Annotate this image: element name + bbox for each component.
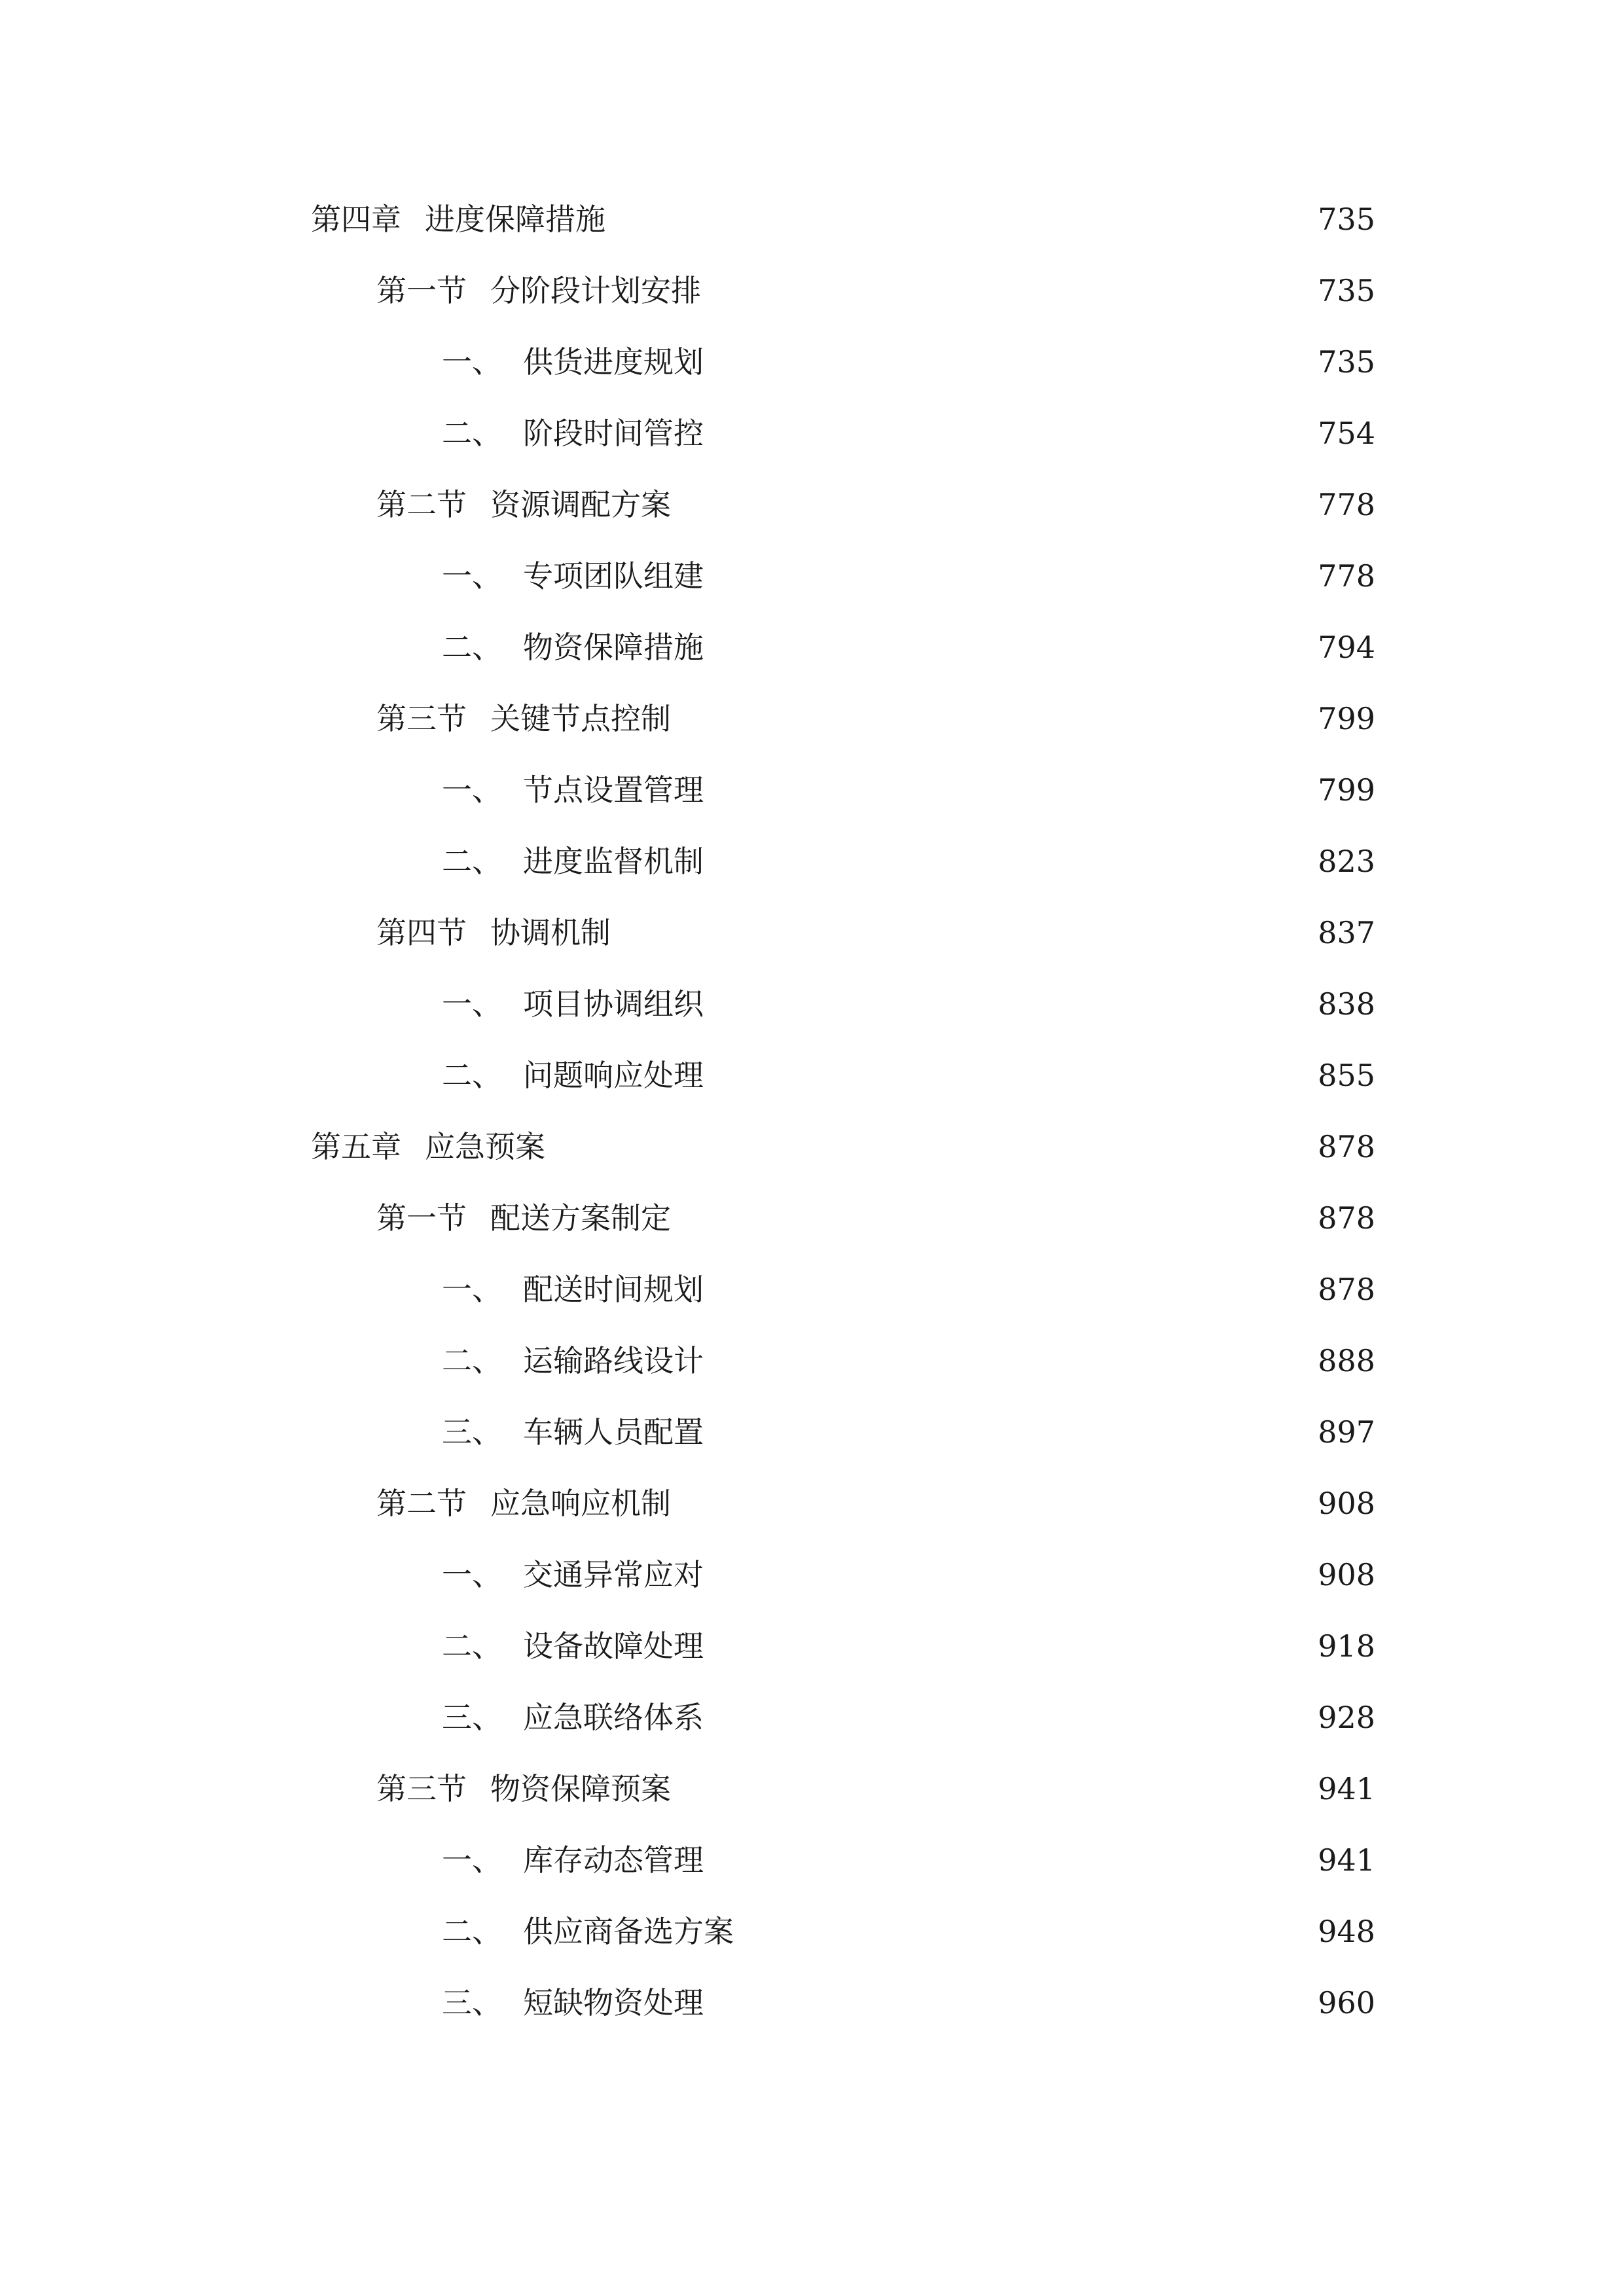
toc-entry-page: 908 [1318,1557,1375,1592]
dot-leader [710,1263,1305,1316]
toc-entry-subsection[interactable] [442,1549,1375,1601]
toc-entry-title: 运输路线设计 [523,1343,704,1378]
toc-entry-title: 配送方案制定 [490,1200,671,1236]
toc-entry-page: 794 [1318,630,1375,665]
toc-entry-title: 问题响应处理 [523,1058,704,1093]
toc-entry-subsection[interactable] [442,1834,1375,1886]
toc-entry-number: 二、 [442,416,502,451]
toc-entry-number: 二、 [442,630,502,665]
dot-leader [710,1977,1305,2029]
toc-entry-number: 一、 [442,344,502,380]
toc-entry-title: 短缺物资处理 [523,1985,704,2020]
dot-leader [710,1406,1305,1458]
toc-entry-subsection[interactable] [442,978,1375,1030]
toc-entry-number: 一、 [442,772,502,808]
toc-entry-page: 941 [1318,1842,1375,1878]
toc-entry-page: 897 [1318,1414,1375,1450]
toc-entry-chapter[interactable] [311,1121,1375,1173]
dot-leader [710,336,1305,388]
toc-entry-subsection[interactable] [442,1977,1375,2029]
toc-entry-number: 第二节 [376,487,467,522]
toc-entry-page: 735 [1318,202,1375,237]
toc-entry-subsection[interactable] [442,407,1375,459]
dot-leader [677,1477,1305,1530]
toc-entry-title: 节点设置管理 [523,772,704,808]
toc-entry-title: 分阶段计划安排 [490,273,701,308]
toc-entry-number: 二、 [442,1628,502,1664]
toc-entry-number: 第四章 [311,202,401,237]
dot-leader [710,1620,1305,1672]
toc-entry-title: 资源调配方案 [490,487,671,522]
dot-leader [710,407,1305,459]
toc-entry-section[interactable] [376,1192,1375,1244]
toc-entry-number: 第四节 [376,915,467,950]
dot-leader [677,478,1305,531]
toc-entry-section[interactable] [376,906,1375,959]
toc-entry-page: 908 [1318,1486,1375,1521]
toc-entry-title: 物资保障措施 [523,630,704,665]
toc-entry-page: 778 [1318,558,1375,594]
toc-entry-title: 车辆人员配置 [523,1414,704,1450]
dot-leader [708,264,1305,317]
dot-leader [710,1691,1305,1744]
toc-entry-page: 918 [1318,1628,1375,1664]
toc-entry-title: 供货进度规划 [523,344,704,380]
toc-entry-number: 一、 [442,1842,502,1878]
dot-leader [677,692,1305,745]
toc-entry-number: 二、 [442,844,502,879]
toc-entry-page: 823 [1318,844,1375,879]
dot-leader [710,621,1305,673]
toc-entry-page: 878 [1318,1272,1375,1307]
toc-entry-page: 838 [1318,986,1375,1022]
toc-entry-page: 878 [1318,1129,1375,1164]
toc-entry-number: 一、 [442,558,502,594]
toc-entry-subsection[interactable] [442,835,1375,888]
toc-entry-page: 735 [1318,344,1375,380]
toc-entry-page: 948 [1318,1914,1375,1949]
toc-entry-title: 协调机制 [490,915,611,950]
toc-entry-title: 应急联络体系 [523,1700,704,1735]
toc-entry-subsection[interactable] [442,1620,1375,1672]
toc-entry-title: 应急预案 [425,1129,545,1164]
dot-leader [710,835,1305,888]
toc-entry-title: 配送时间规划 [523,1272,704,1307]
dot-leader [710,1335,1305,1387]
toc-entry-page: 941 [1318,1771,1375,1806]
dot-leader [617,906,1305,959]
toc-entry-number: 第一节 [376,1200,467,1236]
toc-entry-page: 754 [1318,416,1375,451]
dot-leader [740,1905,1305,1958]
dot-leader [612,193,1305,245]
dot-leader [710,764,1305,816]
toc-entry-number: 二、 [442,1058,502,1093]
toc-entry-page: 778 [1318,487,1375,522]
toc-entry-number: 二、 [442,1343,502,1378]
toc-entry-subsection[interactable] [442,550,1375,602]
toc-entry-number: 三、 [442,1985,502,2020]
toc-entry-subsection[interactable] [442,764,1375,816]
dot-leader [710,978,1305,1030]
toc-entry-title: 阶段时间管控 [523,416,704,451]
dot-leader [710,550,1305,602]
toc-entry-page: 735 [1318,273,1375,308]
toc-entry-title: 库存动态管理 [523,1842,704,1878]
dot-leader [710,1834,1305,1886]
toc-entry-section[interactable] [376,692,1375,745]
toc-entry-subsection[interactable] [442,1335,1375,1387]
toc-entry-page: 855 [1318,1058,1375,1093]
toc-entry-subsection[interactable] [442,621,1375,673]
toc-entry-title: 项目协调组织 [523,986,704,1022]
toc-entry-number: 第五章 [311,1129,401,1164]
dot-leader [677,1763,1305,1815]
toc-entry-title: 关键节点控制 [490,701,671,736]
toc-entry-subsection[interactable] [442,1691,1375,1744]
toc-entry-subsection[interactable] [442,1263,1375,1316]
toc-entry-subsection[interactable] [442,1406,1375,1458]
toc-entry-number: 一、 [442,986,502,1022]
toc-entry-section[interactable] [376,264,1375,317]
toc-entry-subsection[interactable] [442,1905,1375,1958]
toc-entry-title: 进度保障措施 [425,202,605,237]
toc-entry-number: 一、 [442,1272,502,1307]
toc-entry-title: 供应商备选方案 [523,1914,734,1949]
toc-entry-number: 第一节 [376,273,467,308]
toc-entry-title: 专项团队组建 [523,558,704,594]
toc-entry-section[interactable] [376,478,1375,531]
toc-entry-subsection[interactable] [442,336,1375,388]
dot-leader [677,1192,1305,1244]
toc-entry-number: 第二节 [376,1486,467,1521]
dot-leader [710,1049,1305,1102]
toc-entry-section[interactable] [376,1763,1375,1815]
toc-entry-number: 二、 [442,1914,502,1949]
toc-entry-title: 设备故障处理 [523,1628,704,1664]
dot-leader [710,1549,1305,1601]
toc-entry-number: 一、 [442,1557,502,1592]
toc-entry-section[interactable] [376,1477,1375,1530]
toc-entry-title: 进度监督机制 [523,844,704,879]
toc-entry-number: 第三节 [376,701,467,736]
toc-entry-page: 799 [1318,772,1375,808]
dot-leader [552,1121,1305,1173]
toc-entry-title: 物资保障预案 [490,1771,671,1806]
toc-entry-number: 三、 [442,1700,502,1735]
toc-entry-title: 交通异常应对 [523,1557,704,1592]
toc-entry-page: 928 [1318,1700,1375,1735]
toc-entry-chapter[interactable] [311,193,1375,245]
toc-entry-page: 799 [1318,701,1375,736]
toc-entry-page: 837 [1318,915,1375,950]
toc-entry-page: 878 [1318,1200,1375,1236]
toc-entry-page: 960 [1318,1985,1375,2020]
toc-entry-subsection[interactable] [442,1049,1375,1102]
toc-entry-title: 应急响应机制 [490,1486,671,1521]
toc-entry-number: 第三节 [376,1771,467,1806]
toc-entry-number: 三、 [442,1414,502,1450]
toc-entry-page: 888 [1318,1343,1375,1378]
